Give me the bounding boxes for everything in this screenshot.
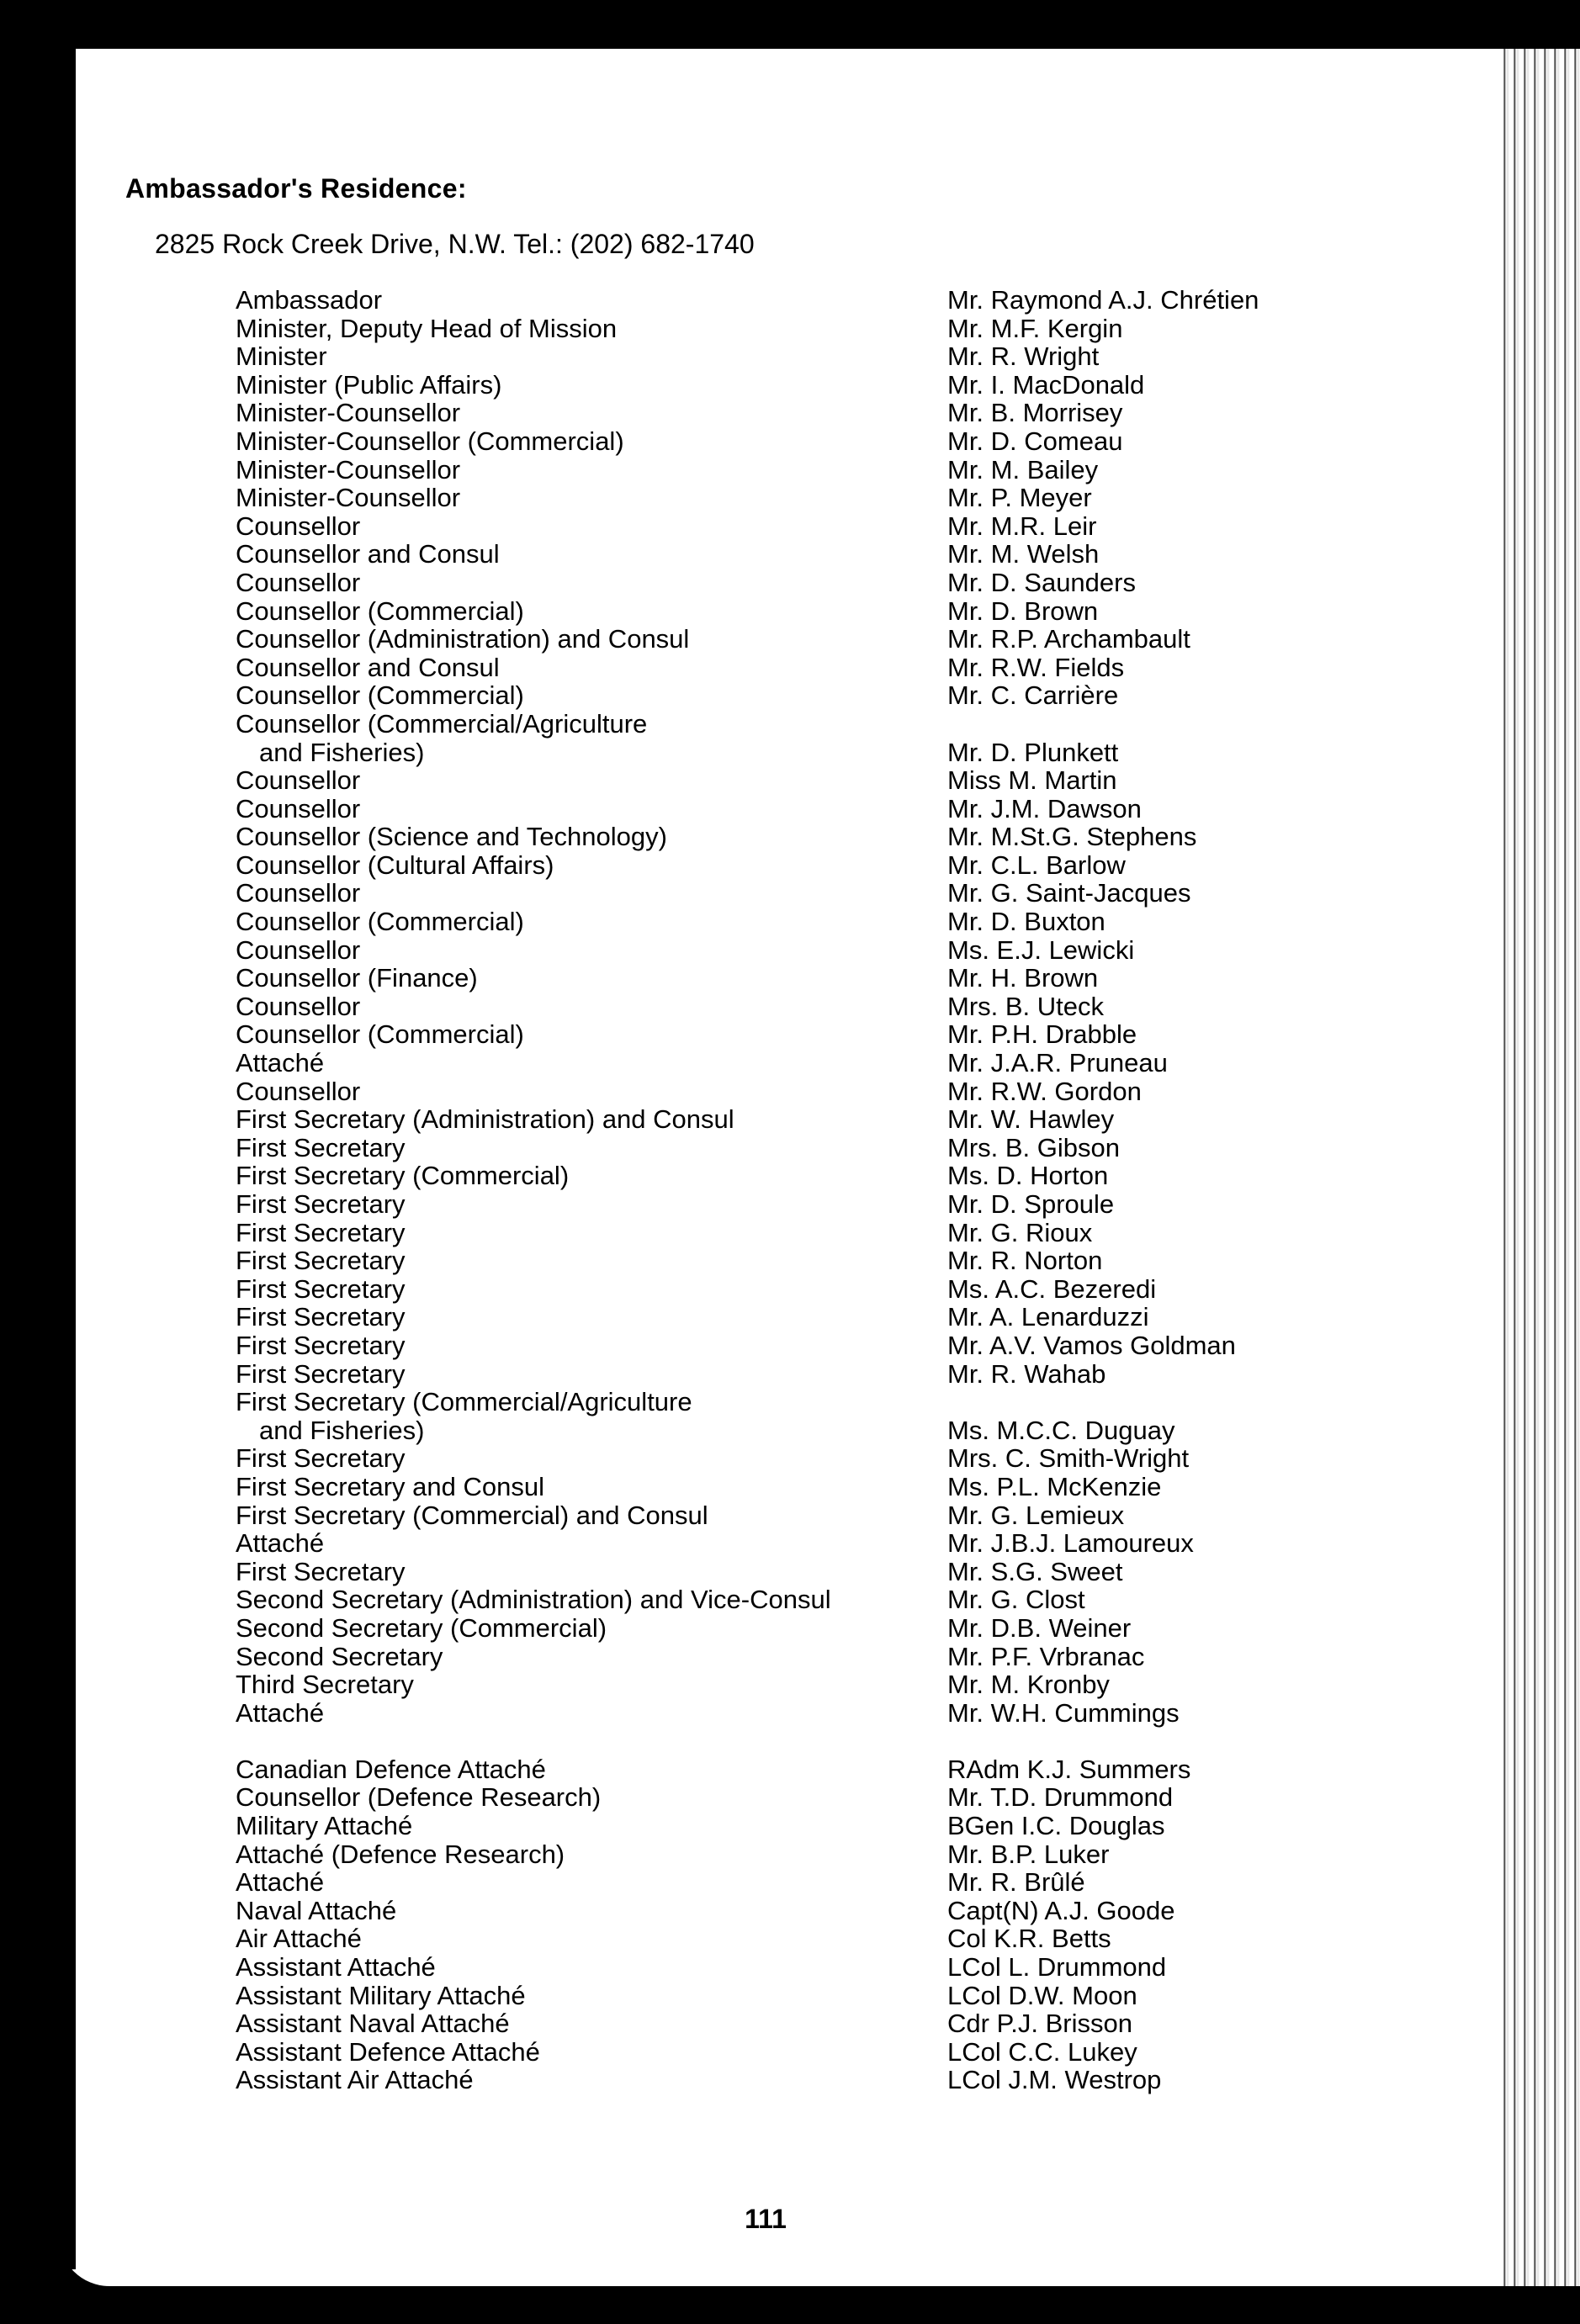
staff-row bbox=[236, 681, 1296, 710]
staff-row bbox=[236, 625, 1296, 654]
staff-row bbox=[236, 908, 1296, 936]
staff-name: Mr. D. Brown bbox=[947, 596, 1099, 626]
staff-title: First Secretary and Consul bbox=[236, 1471, 544, 1501]
staff-row bbox=[236, 710, 1296, 738]
staff-title: Counsellor (Commercial/Agriculture bbox=[236, 708, 648, 738]
staff-row bbox=[236, 1868, 1296, 1897]
staff-title: and Fisheries) bbox=[259, 737, 425, 767]
staff-title: First Secretary bbox=[236, 1302, 406, 1332]
staff-title: Second Secretary (Administration) and Vice-Consul bbox=[236, 1585, 831, 1615]
staff-title: Counsellor (Commercial) bbox=[236, 1019, 524, 1050]
staff-name: Mr. P. Meyer bbox=[947, 483, 1092, 513]
staff-title: Air Attaché bbox=[236, 1924, 362, 1954]
staff-name: Mr. D. Plunkett bbox=[947, 737, 1119, 767]
staff-title: Canadian Defence Attaché bbox=[236, 1754, 546, 1784]
staff-name: Mr. C. Carrière bbox=[947, 680, 1119, 711]
staff-name: Mr. R. Wahab bbox=[947, 1358, 1106, 1389]
staff-name: Mrs. B. Uteck bbox=[947, 991, 1105, 1021]
staff-row bbox=[236, 1020, 1296, 1049]
staff-row bbox=[236, 1331, 1296, 1360]
staff-name: Capt(N) A.J. Goode bbox=[947, 1895, 1175, 1925]
staff-row bbox=[236, 597, 1296, 626]
staff-name: Mr. R.W. Fields bbox=[947, 652, 1125, 682]
staff-name: RAdm K.J. Summers bbox=[947, 1754, 1191, 1784]
staff-row bbox=[236, 1670, 1296, 1699]
staff-name: Mr. W.H. Cummings bbox=[947, 1697, 1180, 1728]
staff-row bbox=[236, 1614, 1296, 1643]
staff-row bbox=[236, 427, 1296, 456]
staff-row bbox=[236, 1303, 1296, 1331]
staff-row bbox=[236, 1219, 1296, 1247]
staff-row bbox=[236, 1558, 1296, 1586]
staff-row bbox=[236, 1643, 1296, 1671]
staff-title: First Secretary bbox=[236, 1246, 406, 1276]
residence-address: 2825 Rock Creek Drive, N.W. Tel.: (202) 682-1740 bbox=[155, 229, 755, 259]
staff-name: Mr. G. Saint-Jacques bbox=[947, 878, 1191, 908]
staff-name: Cdr P.J. Brisson bbox=[947, 2009, 1132, 2039]
staff-name: Mr. G. Clost bbox=[947, 1585, 1085, 1615]
staff-title: First Secretary bbox=[236, 1189, 406, 1219]
staff-title: Assistant Air Attaché bbox=[236, 2065, 474, 2095]
staff-name: Mr. M. Welsh bbox=[947, 539, 1100, 569]
staff-name: Mr. J.B.J. Lamoureux bbox=[947, 1528, 1194, 1559]
staff-name: LCol C.C. Lukey bbox=[947, 2036, 1137, 2067]
staff-title: Assistant Naval Attaché bbox=[236, 2009, 510, 2039]
staff-name: Mr. W. Hawley bbox=[947, 1104, 1115, 1135]
staff-name: Mr. D.B. Weiner bbox=[947, 1612, 1132, 1643]
staff-row bbox=[236, 1275, 1296, 1304]
staff-name: Mr. T.D. Drummond bbox=[947, 1782, 1174, 1813]
staff-name: Col K.R. Betts bbox=[947, 1924, 1111, 1954]
staff-row bbox=[236, 342, 1296, 371]
staff-row bbox=[236, 1586, 1296, 1614]
staff-title: Assistant Defence Attaché bbox=[236, 2036, 540, 2067]
staff-name: Mr. A. Lenarduzzi bbox=[947, 1302, 1149, 1332]
section-heading: Ambassador's Residence: bbox=[125, 173, 467, 204]
staff-row bbox=[236, 1247, 1296, 1275]
staff-row bbox=[236, 1982, 1296, 2010]
staff-row bbox=[236, 1699, 1296, 1728]
staff-row bbox=[236, 569, 1296, 597]
staff-title: Counsellor (Cultural Affairs) bbox=[236, 850, 554, 880]
staff-title: Counsellor bbox=[236, 511, 361, 541]
staff-name: Mr. R. Wright bbox=[947, 341, 1100, 372]
staff-name: Ms. E.J. Lewicki bbox=[947, 934, 1135, 965]
staff-name: Mr. A.V. Vamos Goldman bbox=[947, 1330, 1236, 1360]
staff-row bbox=[236, 879, 1296, 908]
book-spine-shadow bbox=[59, 49, 76, 2269]
staff-title: Counsellor bbox=[236, 991, 361, 1021]
staff-name: LCol L. Drummond bbox=[947, 1952, 1167, 1983]
staff-name: Mr. D. Sproule bbox=[947, 1189, 1115, 1219]
staff-title: First Secretary bbox=[236, 1358, 406, 1389]
staff-name: Mr. M.St.G. Stephens bbox=[947, 822, 1197, 852]
staff-row bbox=[236, 484, 1296, 512]
staff-name: Mr. P.H. Drabble bbox=[947, 1019, 1137, 1050]
staff-name: Mr. R. Norton bbox=[947, 1246, 1103, 1276]
staff-title: Counsellor (Commercial) bbox=[236, 596, 524, 626]
staff-name: Mr. R. Brûlé bbox=[947, 1867, 1085, 1898]
staff-title: Counsellor and Consul bbox=[236, 539, 500, 569]
staff-name: Mr. D. Buxton bbox=[947, 907, 1105, 937]
staff-row bbox=[236, 766, 1296, 795]
staff-name: Mr. M.F. Kergin bbox=[947, 313, 1123, 343]
staff-row bbox=[236, 738, 1296, 767]
staff-title: First Secretary (Commercial/Agriculture bbox=[236, 1387, 692, 1417]
staff-name: Ms. D. Horton bbox=[947, 1161, 1109, 1191]
staff-title: Counsellor and Consul bbox=[236, 652, 500, 682]
staff-row bbox=[236, 1473, 1296, 1501]
staff-title: Attaché (Defence Research) bbox=[236, 1839, 565, 1869]
staff-row bbox=[236, 993, 1296, 1021]
staff-title: and Fisheries) bbox=[259, 1415, 425, 1445]
staff-row bbox=[236, 1812, 1296, 1840]
staff-title: Counsellor (Science and Technology) bbox=[236, 822, 667, 852]
page-number: 111 bbox=[745, 2204, 787, 2234]
staff-title: Counsellor (Commercial) bbox=[236, 680, 524, 711]
staff-row bbox=[236, 1388, 1296, 1416]
staff-row bbox=[236, 936, 1296, 965]
staff-name: Mr. J.A.R. Pruneau bbox=[947, 1048, 1168, 1078]
staff-row bbox=[236, 512, 1296, 541]
staff-row bbox=[236, 795, 1296, 823]
staff-title: Second Secretary bbox=[236, 1641, 443, 1671]
staff-row bbox=[236, 2038, 1296, 2067]
staff-title: Counsellor bbox=[236, 1076, 361, 1106]
staff-name: Ms. M.C.C. Duguay bbox=[947, 1415, 1175, 1445]
staff-row bbox=[236, 1529, 1296, 1558]
page-number-container bbox=[0, 2204, 1523, 2235]
staff-list bbox=[236, 286, 1296, 2094]
staff-row bbox=[236, 1162, 1296, 1190]
staff-name: Mrs. C. Smith-Wright bbox=[947, 1443, 1190, 1474]
staff-title: Counsellor bbox=[236, 567, 361, 597]
staff-row bbox=[236, 654, 1296, 682]
staff-title: Counsellor (Administration) and Consul bbox=[236, 624, 690, 654]
staff-row bbox=[236, 2009, 1296, 2038]
staff-name: Mr. G. Rioux bbox=[947, 1217, 1093, 1247]
staff-row bbox=[236, 1105, 1296, 1134]
staff-row bbox=[236, 1360, 1296, 1389]
staff-title: Military Attaché bbox=[236, 1811, 413, 1841]
staff-title: Minister-Counsellor bbox=[236, 398, 461, 428]
page-edge-stack bbox=[1499, 49, 1580, 2286]
staff-name: Mr. P.F. Vrbranac bbox=[947, 1641, 1145, 1671]
staff-title: Assistant Attaché bbox=[236, 1952, 436, 1983]
staff-name: BGen I.C. Douglas bbox=[947, 1811, 1165, 1841]
staff-title: Counsellor (Finance) bbox=[236, 963, 478, 993]
staff-name: Mr. G. Lemieux bbox=[947, 1500, 1125, 1530]
staff-title: Ambassador bbox=[236, 285, 383, 315]
staff-row bbox=[236, 1416, 1296, 1445]
staff-name: Mr. R.P. Archambault bbox=[947, 624, 1190, 654]
staff-title: Assistant Military Attaché bbox=[236, 1980, 526, 2010]
staff-title: Attaché bbox=[236, 1048, 325, 1078]
staff-title: Second Secretary (Commercial) bbox=[236, 1612, 607, 1643]
staff-title: Minister (Public Affairs) bbox=[236, 369, 502, 400]
staff-title: First Secretary (Commercial) bbox=[236, 1161, 570, 1191]
staff-title: Minister-Counsellor bbox=[236, 483, 461, 513]
staff-row bbox=[236, 315, 1296, 343]
staff-name: Mr. H. Brown bbox=[947, 963, 1099, 993]
staff-title: Counsellor (Defence Research) bbox=[236, 1782, 602, 1813]
staff-title: Minister, Deputy Head of Mission bbox=[236, 313, 618, 343]
staff-row bbox=[236, 1501, 1296, 1530]
staff-name: Mr. Raymond A.J. Chrétien bbox=[947, 285, 1259, 315]
staff-title: Third Secretary bbox=[236, 1670, 414, 1700]
staff-title: Counsellor (Commercial) bbox=[236, 907, 524, 937]
staff-name: Miss M. Martin bbox=[947, 765, 1117, 796]
staff-row bbox=[236, 399, 1296, 427]
staff-name: Mr. B.P. Luker bbox=[947, 1839, 1110, 1869]
staff-row bbox=[236, 456, 1296, 484]
staff-row bbox=[236, 1049, 1296, 1077]
staff-row bbox=[236, 286, 1296, 315]
staff-row bbox=[236, 1953, 1296, 1982]
staff-title: Minister-Counsellor (Commercial) bbox=[236, 426, 624, 456]
staff-row bbox=[236, 1897, 1296, 1925]
staff-title: Attaché bbox=[236, 1697, 325, 1728]
staff-row bbox=[236, 823, 1296, 851]
staff-row bbox=[236, 1077, 1296, 1106]
staff-title: Counsellor bbox=[236, 793, 361, 823]
staff-row bbox=[236, 371, 1296, 400]
staff-title: Counsellor bbox=[236, 765, 361, 796]
staff-title: First Secretary (Commercial) and Consul bbox=[236, 1500, 708, 1530]
staff-name: Mr. S.G. Sweet bbox=[947, 1556, 1123, 1586]
staff-row bbox=[236, 1840, 1296, 1869]
staff-title: First Secretary bbox=[236, 1132, 406, 1162]
staff-name: Mr. J.M. Dawson bbox=[947, 793, 1142, 823]
staff-title: First Secretary bbox=[236, 1330, 406, 1360]
staff-row bbox=[236, 1924, 1296, 1953]
staff-title: First Secretary bbox=[236, 1217, 406, 1247]
staff-name: Mr. B. Morrisey bbox=[947, 398, 1123, 428]
staff-row bbox=[236, 1444, 1296, 1473]
staff-name: Ms. P.L. McKenzie bbox=[947, 1471, 1162, 1501]
staff-row bbox=[236, 1755, 1296, 1784]
staff-row bbox=[236, 851, 1296, 880]
staff-title: Naval Attaché bbox=[236, 1895, 397, 1925]
staff-name: Mr. I. MacDonald bbox=[947, 369, 1145, 400]
staff-title: First Secretary (Administration) and Consul bbox=[236, 1104, 734, 1135]
staff-row bbox=[236, 1783, 1296, 1812]
staff-row bbox=[236, 964, 1296, 993]
staff-title: Attaché bbox=[236, 1528, 325, 1559]
staff-name: Mr. R.W. Gordon bbox=[947, 1076, 1142, 1106]
staff-title: First Secretary bbox=[236, 1443, 406, 1474]
staff-name: Ms. A.C. Bezeredi bbox=[947, 1273, 1157, 1304]
staff-title: First Secretary bbox=[236, 1273, 406, 1304]
staff-row bbox=[236, 1190, 1296, 1219]
staff-title: First Secretary bbox=[236, 1556, 406, 1586]
staff-title: Counsellor bbox=[236, 934, 361, 965]
staff-name: Mr. D. Comeau bbox=[947, 426, 1123, 456]
staff-row bbox=[236, 2066, 1296, 2094]
staff-title: Minister bbox=[236, 341, 327, 372]
staff-row bbox=[236, 1134, 1296, 1162]
staff-name: Mr. M. Kronby bbox=[947, 1670, 1110, 1700]
staff-name: Mr. C.L. Barlow bbox=[947, 850, 1126, 880]
staff-title: Minister-Counsellor bbox=[236, 454, 461, 484]
staff-name: LCol D.W. Moon bbox=[947, 1980, 1137, 2010]
staff-name: Mr. M. Bailey bbox=[947, 454, 1099, 484]
staff-name: Mr. M.R. Leir bbox=[947, 511, 1097, 541]
staff-name: Mrs. B. Gibson bbox=[947, 1132, 1120, 1162]
staff-name: Mr. D. Saunders bbox=[947, 567, 1136, 597]
staff-row bbox=[236, 540, 1296, 569]
staff-name: LCol J.M. Westrop bbox=[947, 2065, 1162, 2095]
staff-title: Counsellor bbox=[236, 878, 361, 908]
list-gap bbox=[236, 1727, 1296, 1755]
staff-title: Attaché bbox=[236, 1867, 325, 1898]
